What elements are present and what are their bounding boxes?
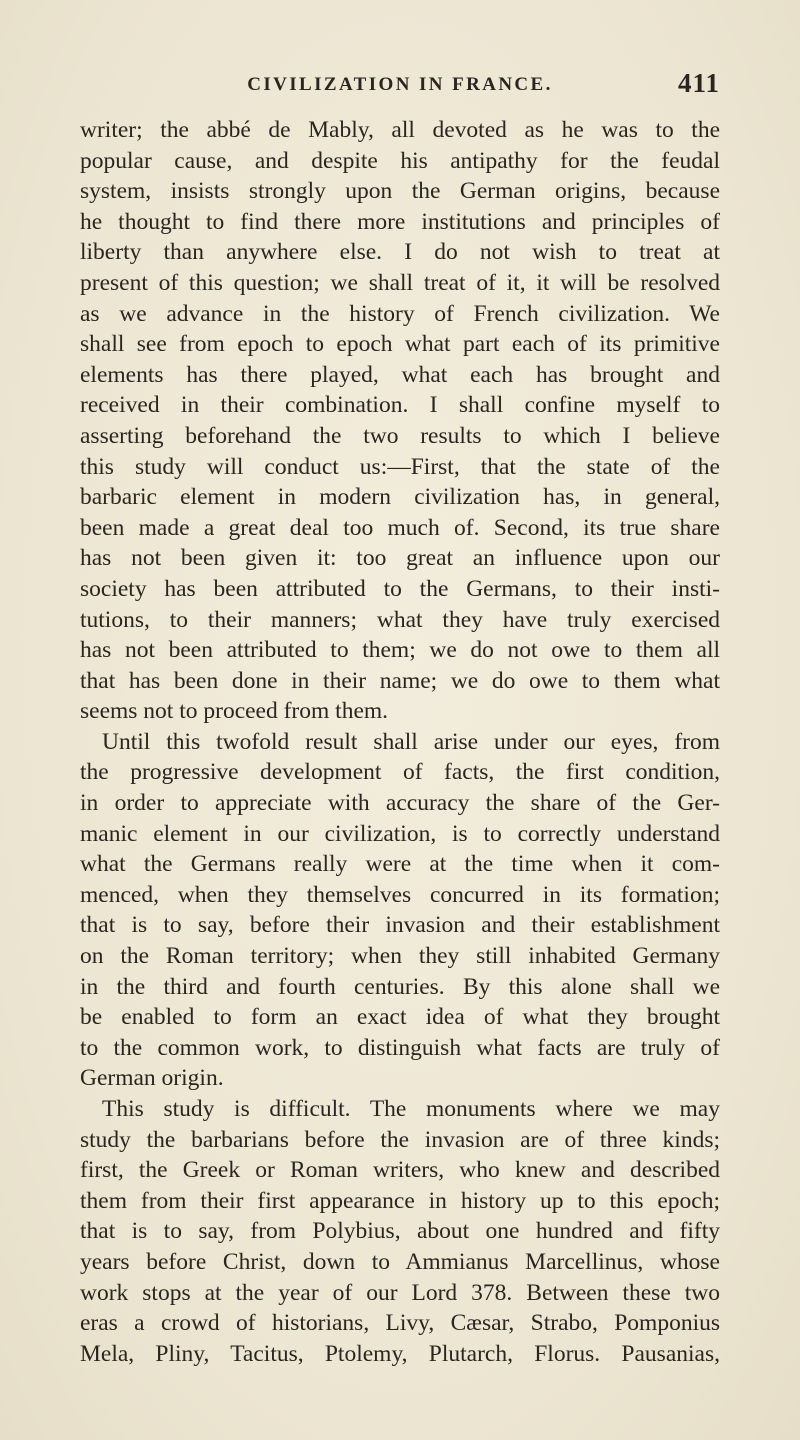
- text-line: present of this question; we shall treat of it, it will be resolved: [80, 269, 720, 296]
- text-line: first, the Greek or Roman writers, who knew and described: [80, 1157, 720, 1184]
- text-line: This study is difficult. The monuments where we may: [102, 1096, 720, 1122]
- text-line: this study will conduct us:—First, that the state of the: [80, 453, 720, 480]
- text-line: been made a great deal too much of. Second, its true share: [80, 514, 720, 541]
- text-line: be enabled to form an exact idea of what they brought: [80, 1004, 720, 1031]
- text-line: study the barbarians before the invasion are of three kinds;: [80, 1126, 720, 1153]
- text-line: asserting beforehand the two results to which I believe: [80, 422, 720, 449]
- text-line: popular cause, and despite his antipathy for the feudal: [80, 147, 720, 174]
- text-line: elements has there played, what each has brought and: [80, 361, 720, 388]
- text-line: Until this twofold result shall arise under our eyes, from: [102, 728, 720, 755]
- text-line: that is to say, from Polybius, about one hundred and fifty: [80, 1218, 720, 1245]
- text-line: the progressive development of facts, the first condition,: [80, 759, 720, 786]
- text-line: Mela, Pliny, Tacitus, Ptolemy, Plutarch, Florus. Pausanias,: [80, 1340, 720, 1367]
- text-line: to the common work, to distinguish what facts are truly of: [80, 1034, 720, 1061]
- text-line: he thought to find there more institutions and principles of: [80, 208, 720, 235]
- text-line: as we advance in the history of French civilization. We: [80, 300, 720, 327]
- text-line: received in their combination. I shall confine myself to: [80, 392, 720, 419]
- text-line: system, insists strongly upon the German origins, because: [80, 178, 720, 205]
- running-head-title: CIVILIZATION IN FRANCE.: [247, 74, 553, 95]
- text-line: has not been attributed to them; we do not owe to them all: [80, 637, 720, 664]
- text-line: has not been given it: too great an influence upon our: [80, 545, 720, 572]
- text-line: them from their first appearance in history up to this epoch;: [80, 1187, 720, 1214]
- text-line: years before Christ, down to Ammianus Marcellinus, whose: [80, 1248, 720, 1275]
- text-line: in the third and fourth centuries. By this alone shall we: [80, 973, 720, 1000]
- text-line: manic element in our civilization, is to correctly understand: [80, 820, 720, 847]
- text-line: German origin.: [80, 1065, 224, 1092]
- text-line: tutions, to their manners; what they have truly exercised: [80, 606, 720, 633]
- text-line: on the Roman territory; when they still inhabited Germany: [80, 943, 720, 970]
- text-line: that is to say, before their invasion and their establishment: [80, 912, 720, 939]
- running-head: [80, 68, 720, 108]
- text-line: liberty than anywhere else. I do not wish to treat at: [80, 239, 720, 266]
- text-line: seems not to proceed from them.: [80, 698, 389, 725]
- text-line: writer; the abbé de Mably, all devoted as he was to the: [80, 117, 720, 143]
- text-line: what the Germans really were at the time when it com-: [80, 851, 720, 878]
- body-text: [80, 115, 720, 1369]
- text-line: society has been attributed to the Germans, to their insti-: [80, 575, 720, 602]
- text-line: shall see from epoch to epoch what part each of its primitive: [80, 331, 720, 358]
- page-number: 411: [677, 68, 720, 98]
- text-line: in order to appreciate with accuracy the share of the Ger-: [80, 790, 720, 817]
- text-line: that has been done in their name; we do owe to them what: [80, 667, 720, 694]
- text-line: menced, when they themselves concurred in its formation;: [80, 881, 720, 908]
- text-line: eras a crowd of historians, Livy, Cæsar, Strabo, Pomponius: [80, 1310, 720, 1337]
- text-line: work stops at the year of our Lord 378. Between these two: [80, 1279, 720, 1306]
- text-line: barbaric element in modern civilization has, in general,: [80, 484, 720, 511]
